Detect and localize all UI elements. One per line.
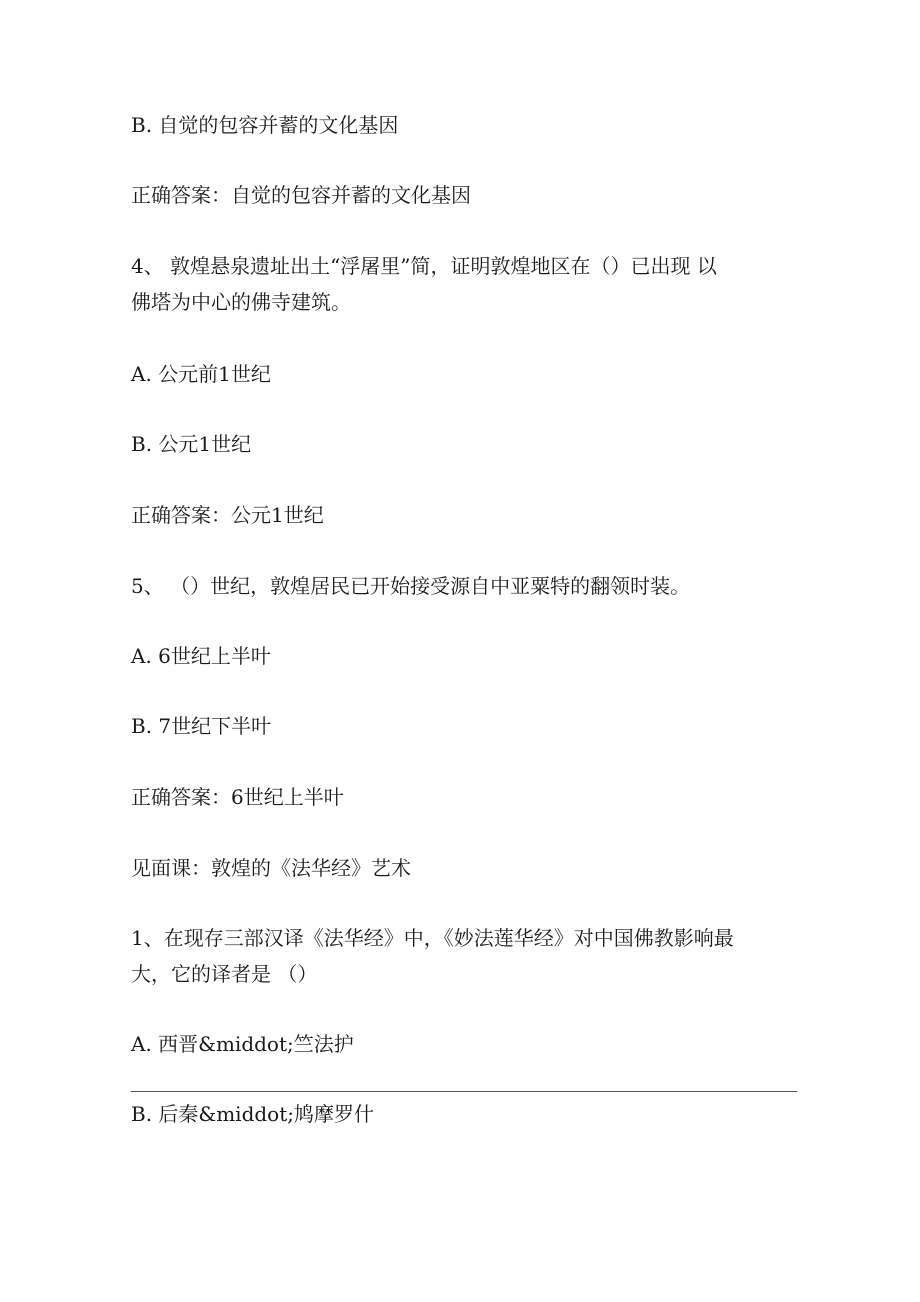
horizontal-rule (131, 1091, 797, 1092)
option-b-line: B. 后秦&middot;鸠摩罗什 (131, 1102, 374, 1126)
option-b-line: B. 自觉的包容并蓄的文化基因 (131, 113, 399, 137)
option-b-line: B. 7世纪下半叶 (131, 714, 272, 738)
question-5: 5、 （）世纪，敦煌居民已开始接受源自中亚粟特的翻领时装。 (131, 574, 691, 598)
section-heading: 见面课：敦煌的《法华经》艺术 (131, 856, 411, 880)
option-a-line: A. 公元前1世纪 (131, 362, 271, 386)
answer-line: 正确答案：6世纪上半叶 (131, 785, 344, 809)
option-b-line: B. 公元1世纪 (131, 432, 252, 456)
question-1-line-1: 1、在现存三部汉译《法华经》中，《妙法莲华经》对中国佛教影响最 (131, 926, 734, 950)
question-1-line-2: 大，它的译者是 （） (131, 962, 318, 986)
answer-line: 正确答案：自觉的包容并蓄的文化基因 (131, 183, 471, 207)
option-a-line: A. 西晋&middot;竺法护 (131, 1032, 354, 1056)
question-4 (131, 248, 801, 320)
option-a-line: A. 6世纪上半叶 (131, 644, 271, 668)
question-4-line-2: 佛塔为中心的佛寺建筑。 (131, 290, 351, 314)
question-1 (131, 920, 801, 992)
answer-line: 正确答案：公元1世纪 (131, 503, 324, 527)
question-4-line-1: 4、 敦煌悬泉遗址出土“浮屠里”简，证明敦煌地区在（）已出现 以 (131, 254, 717, 278)
